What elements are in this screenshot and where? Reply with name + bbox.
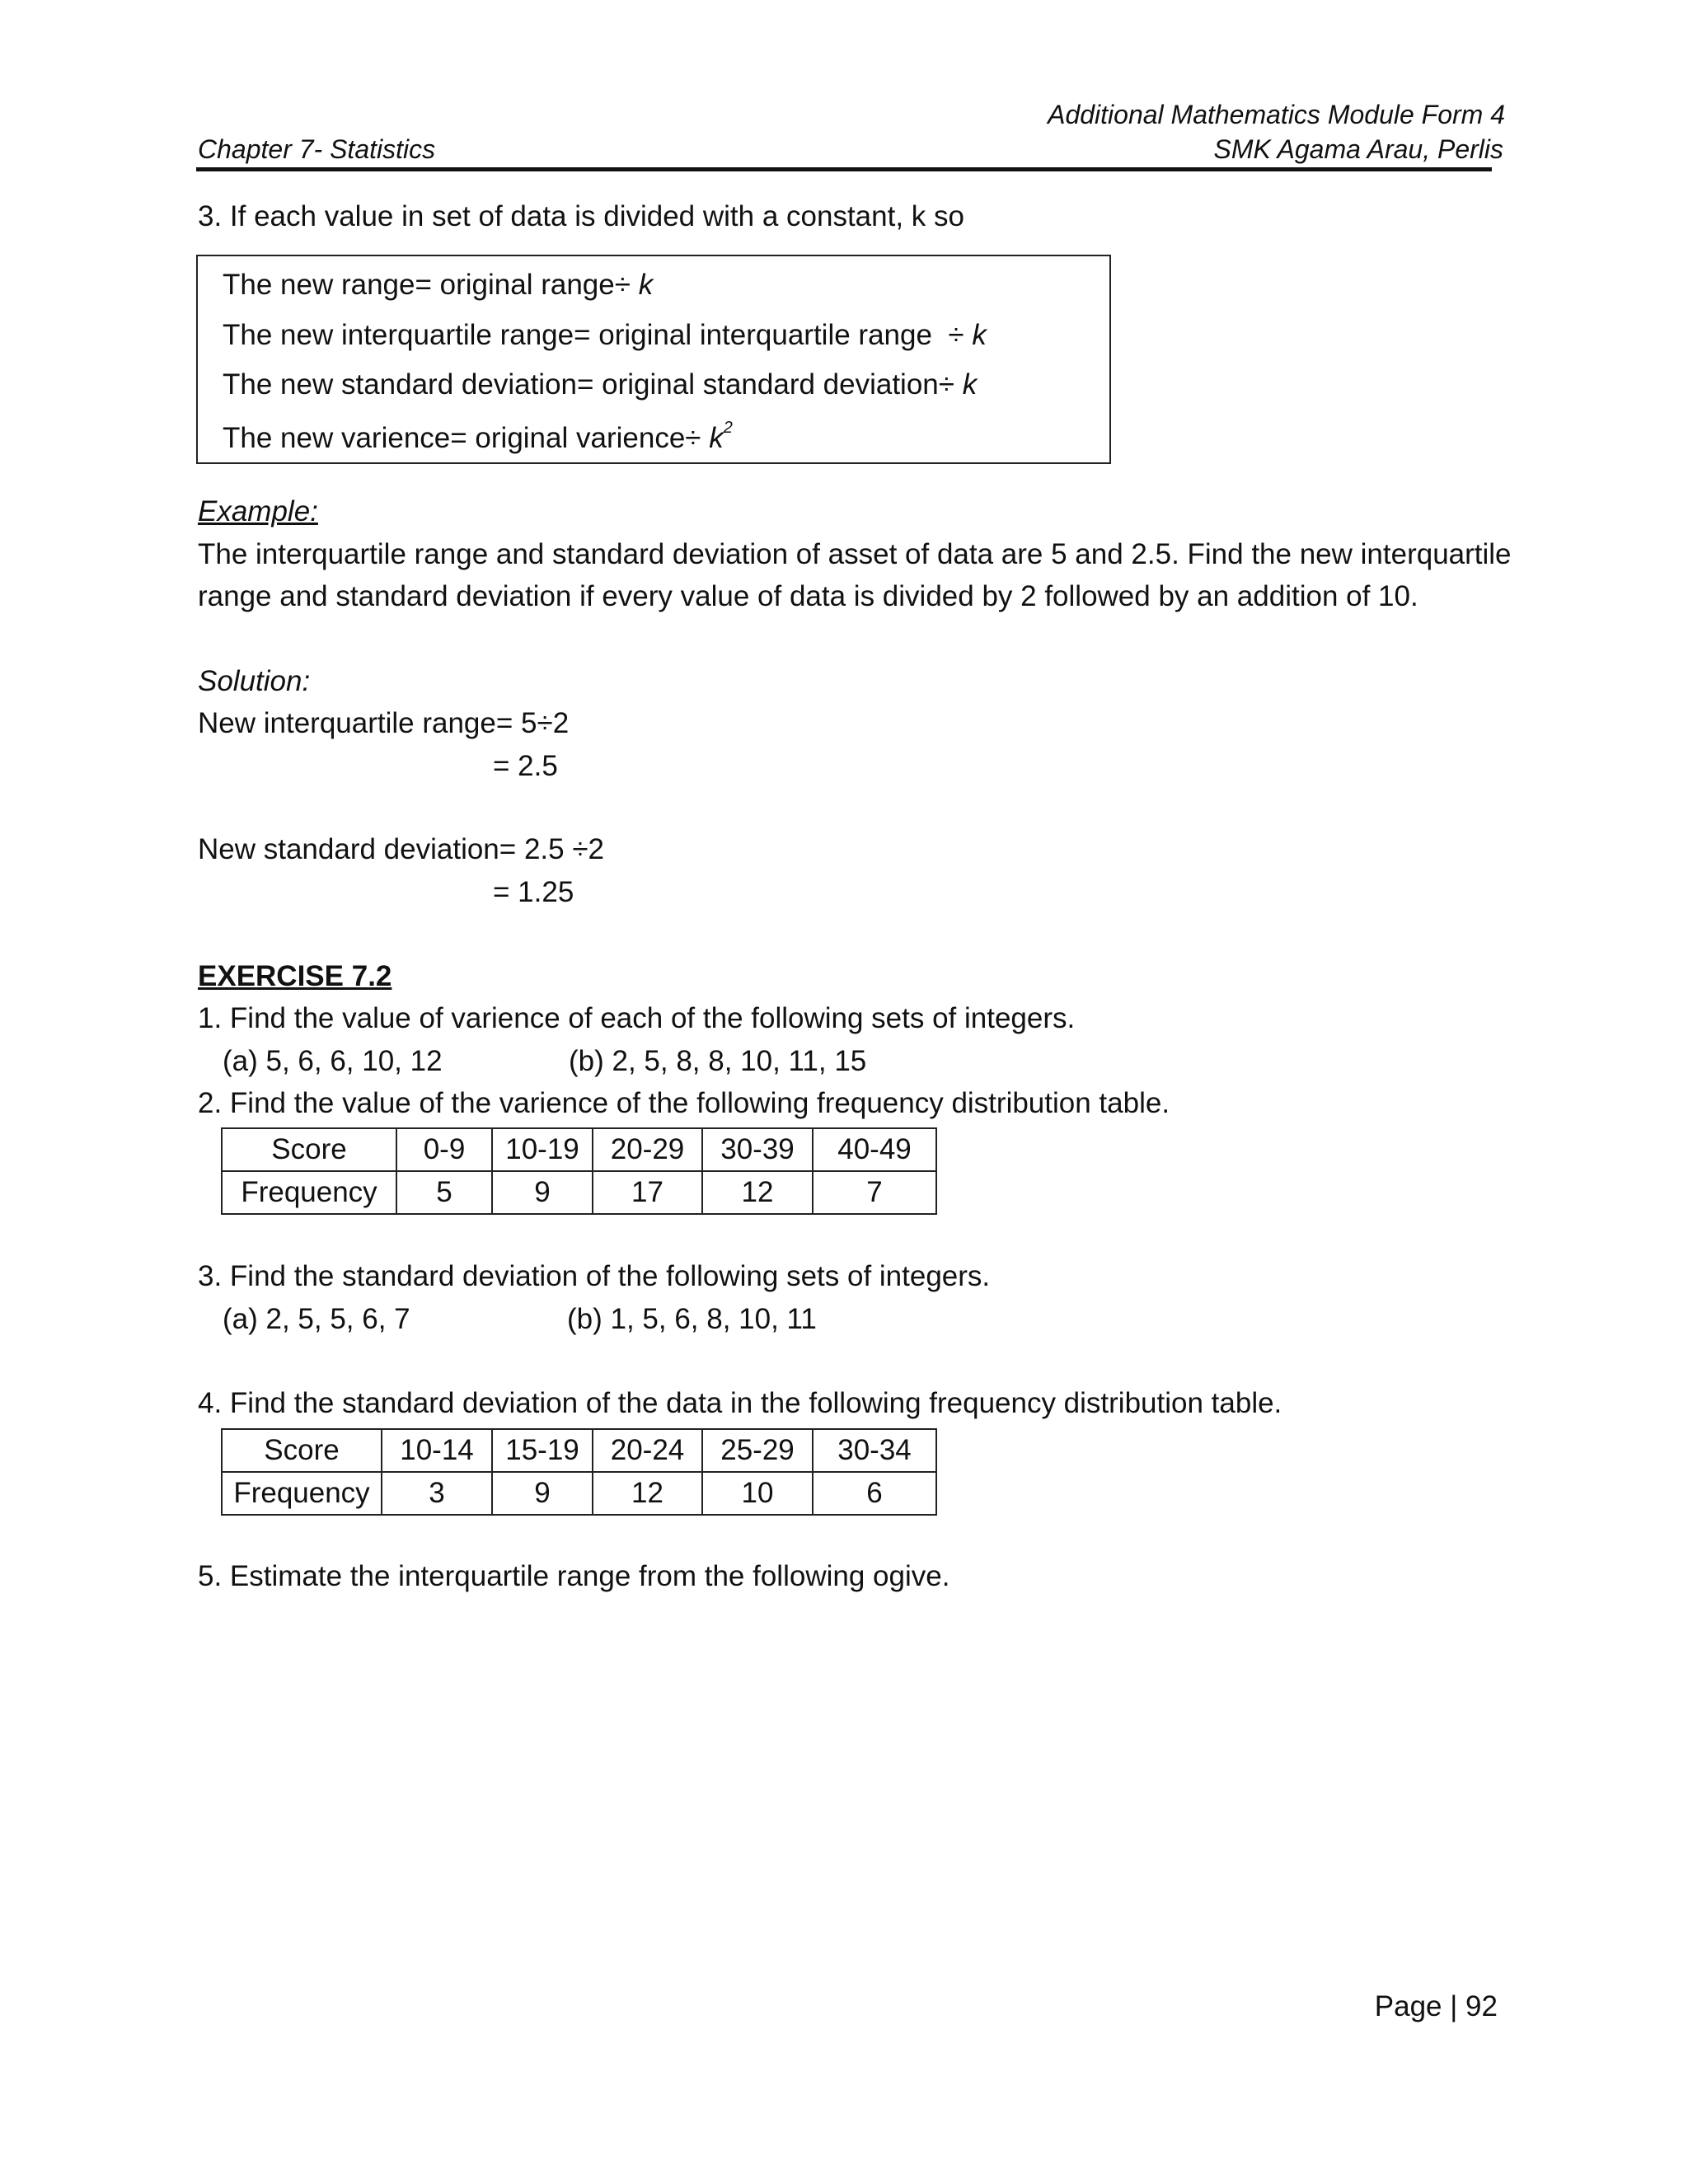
example-label: Example:	[198, 495, 318, 527]
table-cell: 5	[396, 1171, 492, 1214]
exercise-q3: 3. Find the standard deviation of the following sets of integers.	[198, 1260, 991, 1292]
school-name: SMK Agama Arau, Perlis	[1213, 134, 1503, 164]
exercise-q2: 2. Find the value of the varience of the following frequency distribution table.	[198, 1087, 1170, 1119]
header-rule	[196, 167, 1492, 171]
solution-iqr-line2: = 2.5	[493, 750, 558, 782]
divide-symbol: ÷	[948, 319, 964, 351]
solution-label: Solution:	[198, 665, 311, 697]
table-cell: 10-14	[382, 1429, 492, 1472]
table-row	[222, 1472, 936, 1515]
table-cell: 40-49	[813, 1128, 936, 1171]
chapter-title: Chapter 7- Statistics	[198, 134, 436, 164]
divide-symbol: ÷	[685, 422, 701, 454]
k-symbol: k	[972, 319, 987, 351]
solution-sd-line1: New standard deviation= 2.5 ÷2	[198, 833, 604, 865]
table-cell: 9	[492, 1472, 593, 1515]
table-cell: 3	[382, 1472, 492, 1515]
table-cell: 17	[593, 1171, 702, 1214]
formula-iqr-text: The new interquartile range= original interquartile range	[223, 319, 932, 351]
formula-range-text: The new range= original range	[223, 269, 615, 301]
table-cell: 25-29	[702, 1429, 813, 1472]
table-cell: 12	[593, 1472, 702, 1515]
formula-sd-text: The new standard deviation= original standard deviation	[223, 368, 939, 401]
table-row-label: Score	[222, 1429, 382, 1472]
table-cell: 6	[813, 1472, 936, 1515]
table-row-label: Frequency	[222, 1472, 382, 1515]
formula-range	[223, 268, 653, 302]
divide-symbol: ÷	[614, 269, 631, 301]
table-cell: 0-9	[396, 1128, 492, 1171]
module-title: Additional Mathematics Module Form 4	[1048, 100, 1505, 129]
table-row	[222, 1128, 936, 1171]
table-cell: 12	[702, 1171, 813, 1214]
table-row-label: Score	[222, 1128, 396, 1171]
formula-box	[196, 255, 1111, 464]
table-row	[222, 1429, 936, 1472]
exercise-q1a: (a) 5, 6, 6, 10, 12	[223, 1045, 443, 1077]
table-cell: 30-39	[702, 1128, 813, 1171]
table-row	[222, 1171, 936, 1214]
table-cell: 20-29	[593, 1128, 702, 1171]
exercise-q3b: (b) 1, 5, 6, 8, 10, 11	[567, 1303, 817, 1335]
exercise-q1: 1. Find the value of varience of each of the following sets of integers.	[198, 1002, 1076, 1034]
divide-symbol: ÷	[938, 368, 954, 401]
formula-sd	[223, 368, 977, 402]
frequency-table-2	[221, 1428, 937, 1516]
table-cell: 30-34	[813, 1429, 936, 1472]
example-text-line1: The interquartile range and standard deviation of asset of data are 5 and 2.5. Find the new interquartile	[198, 538, 1512, 570]
exercise-title: EXERCISE 7.2	[198, 960, 392, 992]
solution-iqr-line1: New interquartile range= 5÷2	[198, 707, 570, 739]
frequency-table-1	[221, 1127, 937, 1215]
exercise-q5: 5. Estimate the interquartile range from the following ogive.	[198, 1560, 950, 1592]
table-cell: 15-19	[492, 1429, 593, 1472]
solution-sd-line2: = 1.25	[493, 876, 574, 908]
example-text-line2: range and standard deviation if every value of data is divided by 2 followed by an addition of 10.	[198, 580, 1418, 612]
table-cell: 9	[492, 1171, 593, 1214]
table-row-label: Frequency	[222, 1171, 396, 1214]
table-cell: 7	[813, 1171, 936, 1214]
table-cell: 10-19	[492, 1128, 593, 1171]
formula-variance-text: The new varience= original varience	[223, 422, 686, 454]
section3-intro: 3. If each value in set of data is divided with a constant, k so	[198, 200, 964, 232]
table-cell: 10	[702, 1472, 813, 1515]
page-number: Page | 92	[1374, 1990, 1498, 2022]
exercise-q3a: (a) 2, 5, 5, 6, 7	[223, 1303, 410, 1335]
exercise-q1b: (b) 2, 5, 8, 8, 10, 11, 15	[569, 1045, 867, 1077]
table-cell: 20-24	[593, 1429, 702, 1472]
k-symbol: k	[709, 422, 724, 454]
superscript-2: 2	[723, 419, 733, 437]
k-symbol: k	[638, 269, 654, 301]
exercise-q4: 4. Find the standard deviation of the data in the following frequency distribution table.	[198, 1387, 1282, 1419]
k-symbol: k	[962, 368, 978, 401]
formula-iqr	[223, 318, 987, 353]
formula-variance	[223, 418, 733, 456]
